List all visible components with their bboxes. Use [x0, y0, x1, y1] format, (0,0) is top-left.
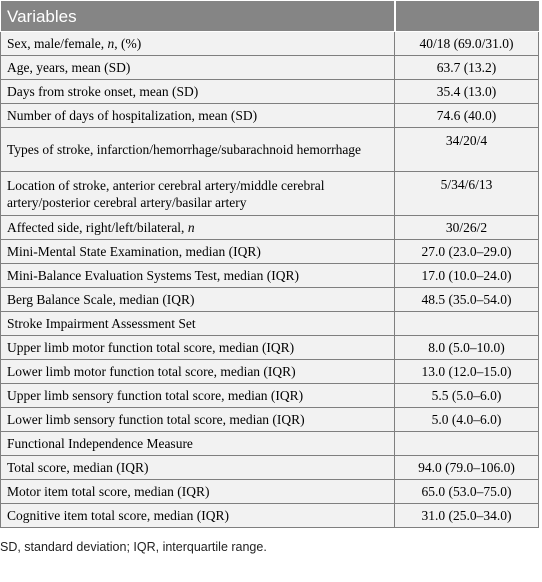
row-label: Number of days of hospitalization, mean (SD) — [1, 104, 395, 128]
row-value: 5.0 (4.0–6.0) — [395, 408, 539, 432]
row-label: Lower limb motor function total score, median (IQR) — [1, 360, 395, 384]
table-row — [1, 408, 539, 432]
row-value: 8.0 (5.0–10.0) — [395, 336, 539, 360]
row-label: Location of stroke, anterior cerebral artery/middle cerebral artery/posterior cerebral artery/basilar artery — [1, 172, 395, 216]
row-value — [395, 312, 539, 336]
table-row — [1, 264, 539, 288]
table-row — [1, 456, 539, 480]
table-row — [1, 240, 539, 264]
row-label: Mini-Balance Evaluation Systems Test, median (IQR) — [1, 264, 395, 288]
row-label: Total score, median (IQR) — [1, 456, 395, 480]
row-label: Cognitive item total score, median (IQR) — [1, 504, 395, 528]
row-value: 5/34/6/13 — [395, 172, 539, 216]
table-row — [1, 432, 539, 456]
row-label: Upper limb motor function total score, median (IQR) — [1, 336, 395, 360]
table-row — [1, 312, 539, 336]
table-row — [1, 104, 539, 128]
row-value: 40/18 (69.0/31.0) — [395, 32, 539, 56]
section-label: Stroke Impairment Assessment Set — [1, 312, 395, 336]
row-label: Motor item total score, median (IQR) — [1, 480, 395, 504]
row-value: 35.4 (13.0) — [395, 80, 539, 104]
header-variables: Variables — [1, 1, 395, 32]
row-label: Lower limb sensory function total score, median (IQR) — [1, 408, 395, 432]
row-value: 74.6 (40.0) — [395, 104, 539, 128]
row-label: Age, years, mean (SD) — [1, 56, 395, 80]
table-row — [1, 384, 539, 408]
row-label: Upper limb sensory function total score, median (IQR) — [1, 384, 395, 408]
row-value: 13.0 (12.0–15.0) — [395, 360, 539, 384]
table-header-row — [1, 1, 539, 32]
row-label: Berg Balance Scale, median (IQR) — [1, 288, 395, 312]
row-value: 27.0 (23.0–29.0) — [395, 240, 539, 264]
row-value: 94.0 (79.0–106.0) — [395, 456, 539, 480]
row-value: 63.7 (13.2) — [395, 56, 539, 80]
table-row — [1, 56, 539, 80]
row-value: 65.0 (53.0–75.0) — [395, 480, 539, 504]
table-row — [1, 288, 539, 312]
row-label: Types of stroke, infarction/hemorrhage/subarachnoid hemorrhage — [1, 128, 395, 172]
table-footnote: SD, standard deviation; IQR, interquartile range. — [0, 540, 267, 554]
table-row — [1, 172, 539, 216]
table-row — [1, 336, 539, 360]
section-label: Functional Independence Measure — [1, 432, 395, 456]
row-label: Sex, male/female, n, (%) — [1, 32, 395, 56]
row-label: Mini-Mental State Examination, median (IQR) — [1, 240, 395, 264]
row-label: Days from stroke onset, mean (SD) — [1, 80, 395, 104]
row-value: 31.0 (25.0–34.0) — [395, 504, 539, 528]
row-value: 30/26/2 — [395, 216, 539, 240]
table-row — [1, 128, 539, 172]
table-row — [1, 80, 539, 104]
row-value: 34/20/4 — [395, 128, 539, 172]
row-value: 5.5 (5.0–6.0) — [395, 384, 539, 408]
table-row — [1, 216, 539, 240]
row-value: 48.5 (35.0–54.0) — [395, 288, 539, 312]
row-value — [395, 432, 539, 456]
header-values — [395, 1, 539, 32]
table-row — [1, 32, 539, 56]
row-label: Affected side, right/left/bilateral, n — [1, 216, 395, 240]
table-row — [1, 504, 539, 528]
table-row — [1, 360, 539, 384]
row-value: 17.0 (10.0–24.0) — [395, 264, 539, 288]
table-row — [1, 480, 539, 504]
